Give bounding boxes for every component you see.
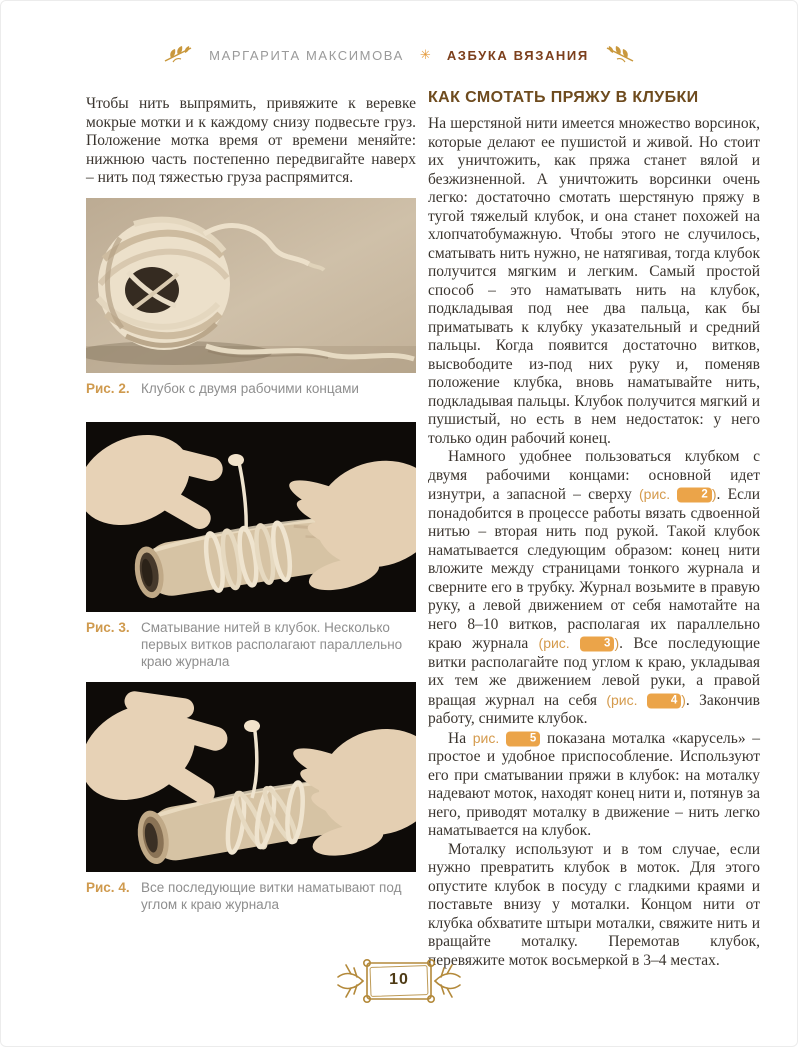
body-paragraph bbox=[428, 841, 760, 971]
body-paragraph bbox=[428, 115, 760, 448]
figure-4-photo bbox=[86, 682, 416, 872]
article-column bbox=[428, 89, 760, 970]
text-run: показана моталка «карусель» – простое и удобное приспособление. Используют его при сматывании пряжи в клубок: на моталку надевают моток, находят конец нити и, потянув за него, приводят моталку в движение – нить легко наматывается на клубок. bbox=[428, 729, 761, 839]
figure-ref-badge: 5 bbox=[506, 731, 540, 746]
figure-ref-badge: 4 bbox=[647, 693, 681, 708]
text-run: Моталку используют и в том случае, если нужно превратить клубок в моток. Для этого опустите клубок в посуду с гладкими краями и поставьте внизу у моталки. Концом нити от клубка обхватите штыри моталки, свяжите нить и вращайте моталку. Перемотав клубок, перевяжите моток восьмеркой в 3–4 местах. bbox=[428, 840, 760, 969]
caption-label: Рис. 4. bbox=[86, 879, 130, 895]
caption-label: Рис. 3. bbox=[86, 619, 130, 635]
figure-ref-label: рис. bbox=[472, 729, 506, 746]
caption-label: Рис. 2. bbox=[86, 380, 130, 396]
figure-3-caption bbox=[86, 619, 416, 670]
book-title: АЗБУКА ВЯЗАНИЯ bbox=[446, 47, 589, 63]
page-number-frame bbox=[324, 952, 474, 1010]
article-heading: КАК СМОТАТЬ ПРЯЖУ В КЛУБКИ bbox=[428, 89, 699, 106]
text-run: На bbox=[448, 729, 473, 747]
text-run: Намного удобнее пользоваться клубком с двумя рабочими концами: основной идет изнутри, а запасной – сверху bbox=[428, 448, 760, 503]
body-paragraph bbox=[428, 448, 760, 729]
figure-ref-label: ) bbox=[614, 635, 620, 651]
text-run: . Если понадобится в процессе работы вязать сдвоенной нитью – вторая нить под рукой. Такой клубок наматывается следующим образом: конец нити вложите между страницами тонкого журнала и сверните его в трубку. Журнал возьмите в правую руку, а левой движением от себя намотайте на него 8–10 витков, располагая их параллельно краю журнала bbox=[428, 486, 760, 652]
page-header bbox=[1, 45, 797, 65]
page-number: 10 bbox=[389, 971, 409, 988]
figure-ref-label: ) bbox=[681, 691, 686, 708]
figure-3-photo bbox=[86, 422, 416, 612]
figure-ref-label: ) bbox=[711, 486, 717, 502]
left-column bbox=[86, 95, 416, 913]
header-asterisk-icon: ✳ bbox=[419, 47, 431, 62]
figure-4-caption bbox=[86, 879, 416, 913]
author-name: МАРГАРИТА МАКСИМОВА bbox=[209, 47, 404, 63]
header-ornament-left-icon bbox=[163, 45, 193, 65]
figure-2-photo bbox=[86, 198, 416, 373]
text-run: . Все последующие витки располагайте под углом к краю, укладывая их тем же движением левой руки, а правой вращая журнал на себя bbox=[428, 635, 760, 709]
figure-ref-label: (рис. bbox=[606, 691, 647, 708]
figure-ref-label: (рис. bbox=[538, 635, 581, 651]
figure-ref-badge: 3 bbox=[580, 637, 614, 652]
header-ornament-right-icon bbox=[605, 45, 635, 65]
text-run: На шерстяной нити имеется множество ворсинок, которые делают ее пушистой и живой. Но стоит их уничтожить, как пряжа станет вялой и безжизненной. А уничтожить ворсинки очень легко: достаточно смотать шерстяную пряжу в тугой тяжелый клубок, и она станет похожей на хлопчатобумажную. Чтобы этого не случилось, сматывать нить нужно, не натягивая, тогда клубок получится мягким и легким. Самый простой способ – это наматывать нить на клубок, подкладывая под нее два пальца, как бы приматывать к клубку указательный и средний пальцы. Когда появится достаточно витков, высвободите из-под них руку и, поменяв положение клубка, вновь наматывайте нить, подкладывая пальцы. Клубок получится мягкий и пушистый, но есть в нем недостаток: у него только один рабочий конец. bbox=[428, 115, 760, 447]
body-paragraph bbox=[428, 729, 760, 841]
text-run: . Закончив работу, снимите клубок. bbox=[428, 691, 760, 727]
figure-ref-badge: 2 bbox=[677, 488, 711, 503]
caption-text: Клубок с двумя рабочими концами bbox=[141, 380, 359, 396]
figure-ref-label: (рис. bbox=[639, 486, 678, 502]
caption-text: Сматывание нитей в клубок. Несколько первых витков располагают параллельно краю журнала bbox=[141, 619, 403, 669]
caption-text: Все последующие витки наматывают под углом к краю журнала bbox=[141, 879, 402, 912]
figure-2-caption bbox=[86, 380, 416, 397]
intro-paragraph: Чтобы нить выпрямить, привяжите к веревке мокрые мотки и к каждому снизу подвесьте груз. Положение мотка время от времени меняйте: нижнюю часть постепенно передвигайте наверх – нить под тяжестью груза распрямится. bbox=[86, 95, 416, 186]
page-footer bbox=[1, 952, 797, 1010]
